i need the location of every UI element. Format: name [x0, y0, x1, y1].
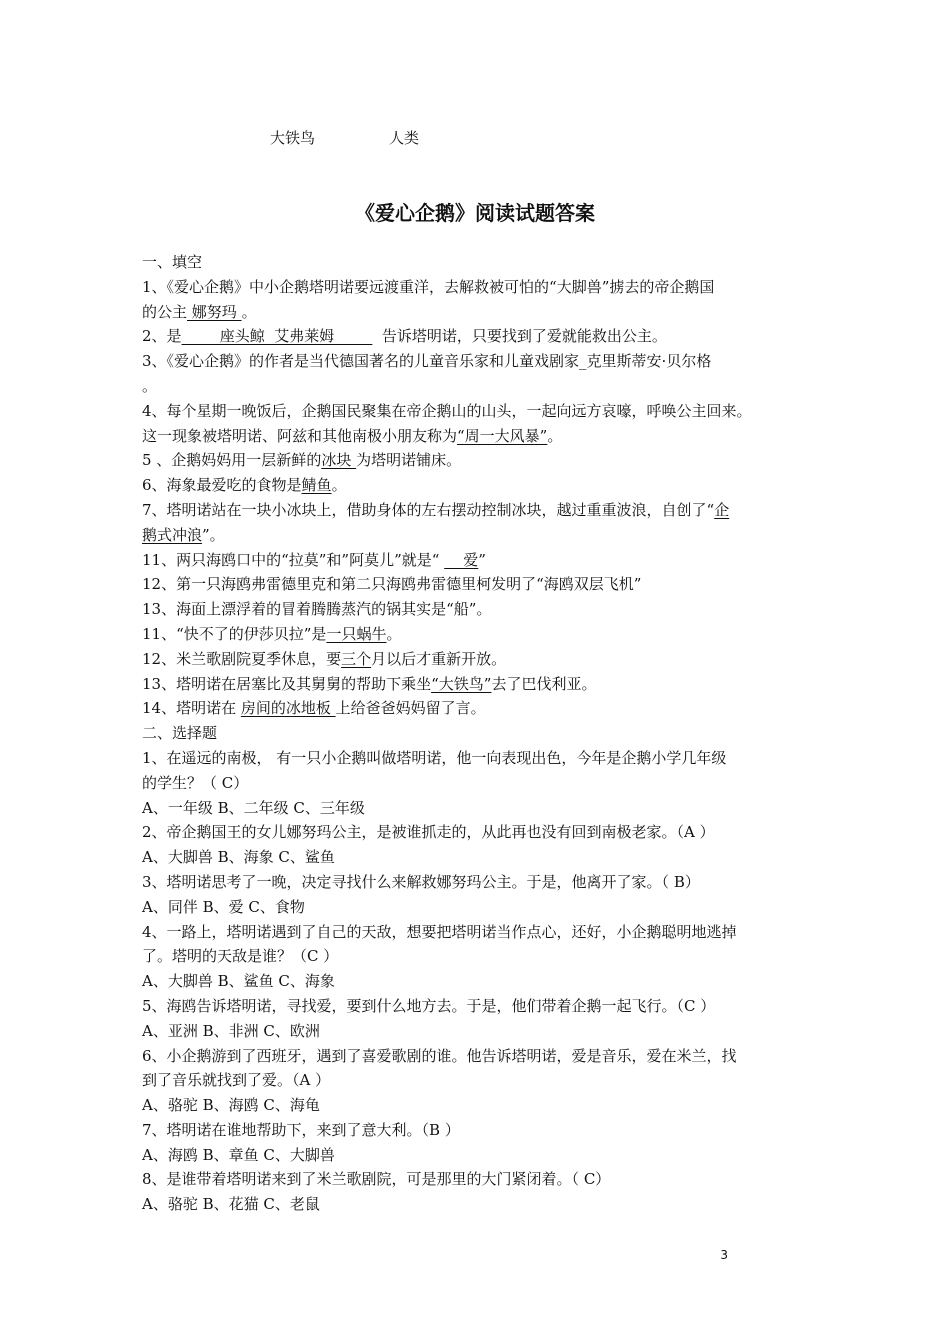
choice-line: A、骆驼 B、花猫 C、老鼠: [142, 1195, 320, 1214]
answer-text: 鲭鱼: [301, 476, 332, 495]
text-line: 5 、企鹅妈妈用一层新鲜的冰块 为塔明诺铺床。: [142, 451, 462, 470]
answer-body: [142, 250, 812, 1217]
text-line: 鹅式冲浪”。: [142, 525, 225, 544]
choice-line: 了。塔明的天敌是谁？（C ）: [142, 947, 339, 966]
carryover-word: 大铁鸟: [270, 129, 316, 147]
carryover-words: [270, 127, 419, 148]
choice-line: A、同伴 B、爱 C、食物: [142, 897, 305, 916]
text-line: 。: [142, 376, 158, 395]
answer-text: 爱: [444, 550, 479, 569]
text-line: 的公主 娜努玛 。: [142, 302, 257, 321]
carryover-word: 人类: [389, 129, 420, 147]
choice-line: 7、塔明诺在谁地帮助下，来到了意大利。（B ）: [142, 1120, 460, 1139]
choice-line: A、大脚兽 B、鲨鱼 C、海象: [142, 972, 335, 991]
section-heading: 二、选择题: [142, 724, 218, 743]
choice-line: 8、是谁带着塔明诺来到了米兰歌剧院，可是那里的大门紧闭着。（ C）: [142, 1170, 611, 1189]
answer-text: 一只蜗牛: [326, 624, 387, 643]
choice-line: A、骆驼 B、海鸥 C、海龟: [142, 1096, 320, 1115]
choice-line: A、海鸥 B、章鱼 C、大脚兽: [142, 1145, 335, 1164]
text-line: 7、塔明诺站在一块小冰块上，借助身体的左右摆动控制冰块，越过重重波浪，自创了“企: [142, 500, 730, 519]
text-line: 4、每个星期一晚饭后，企鹅国民聚集在帝企鹅山的山头，一起向远方哀嚎，呼唤公主回来。: [142, 401, 752, 420]
text-line: 11、两只海鸥口中的“拉莫”和”阿莫儿”就是“ 爱”: [142, 550, 486, 569]
choice-line: A、大脚兽 B、海象 C、鲨鱼: [142, 848, 335, 867]
text-line: 1、《爱心企鹅》中小企鹅塔明诺要远渡重洋，去解救被可怕的“大脚兽”掳去的帝企鹅国: [142, 277, 715, 296]
section-heading: 一、填空: [142, 253, 203, 271]
choice-line: 5、海鸥告诉塔明诺，寻找爱，要到什么地方去。于是，他们带着企鹅一起飞行。（C ）: [142, 996, 716, 1015]
answer-text: 鹅式冲浪: [142, 525, 203, 544]
choice-line: 3、塔明诺思考了一晚，决定寻找什么来解救娜努玛公主。于是，他离开了家。（ B）: [142, 872, 700, 891]
answer-text: 冰块: [321, 451, 357, 470]
page-number: 3: [720, 1248, 728, 1262]
answer-text: 座头鲸 艾弗莱姆: [181, 327, 373, 346]
answer-text: “周一大风暴”: [457, 426, 548, 445]
choice-line: A、一年级 B、二年级 C、三年级: [142, 798, 365, 817]
text-line: 11、“快不了的伊莎贝拉”是一只蜗牛。: [142, 624, 402, 643]
text-line: 12、米兰歌剧院夏季休息，要三个月以后才重新开放。: [142, 649, 507, 668]
choice-line: 4、一路上，塔明诺遇到了自己的天敌，想要把塔明诺当作点心，还好，小企鹅聪明地逃掉: [142, 922, 737, 941]
choice-line: 6、小企鹅游到了西班牙，遇到了喜爱歌剧的谁。他告诉塔明诺，爱是音乐，爱在米兰，找: [142, 1046, 737, 1065]
text-line: 13、塔明诺在居塞比及其舅舅的帮助下乘坐“大铁鸟”去了巴伐利亚。: [142, 674, 597, 693]
text-line: 14、塔明诺在 房间的冰地板 上给爸爸妈妈留了言。: [142, 699, 486, 718]
text-line: 13、海面上漂浮着的冒着腾腾蒸汽的锅其实是“船”。: [142, 600, 492, 619]
text-line: 这一现象被塔明诺、阿兹和其他南极小朋友称为“周一大风暴”。: [142, 426, 563, 445]
answer-text: 房间的冰地板: [240, 699, 336, 718]
choice-line: 的学生？（ C）: [142, 773, 249, 792]
answer-text: “大铁鸟”: [431, 674, 492, 693]
choice-line: 1、在遥远的南极， 有一只小企鹅叫做塔明诺，他一向表现出色，今年是企鹅小学几年级: [142, 748, 727, 767]
page-title: 《爱心企鹅》阅读试题答案: [355, 201, 595, 225]
text-line: 6、海象最爱吃的食物是鲭鱼。: [142, 476, 347, 495]
text-line: 12、第一只海鸥弗雷德里克和第二只海鸥弗雷德里柯发明了“海鸥双层飞机”: [142, 575, 642, 594]
choice-line: 2、帝企鹅国王的女儿娜努玛公主，是被谁抓走的，从此再也没有回到南极老家。（A ）: [142, 823, 715, 842]
choice-line: A、亚洲 B、非洲 C、欧洲: [142, 1021, 320, 1040]
text-line: 2、是 座头鲸 艾弗莱姆 告诉塔明诺，只要找到了爱就能救出公主。: [142, 327, 667, 346]
answer-text: 娜努玛: [187, 302, 242, 321]
answer-text: 三个: [341, 649, 372, 668]
text-line: 3、《爱心企鹅》的作者是当代德国著名的儿童音乐家和儿童戏剧家_克里斯蒂安·贝尔格: [142, 352, 712, 371]
answer-text: 企: [714, 500, 730, 519]
choice-line: 到了音乐就找到了爱。（A ）: [142, 1071, 331, 1090]
